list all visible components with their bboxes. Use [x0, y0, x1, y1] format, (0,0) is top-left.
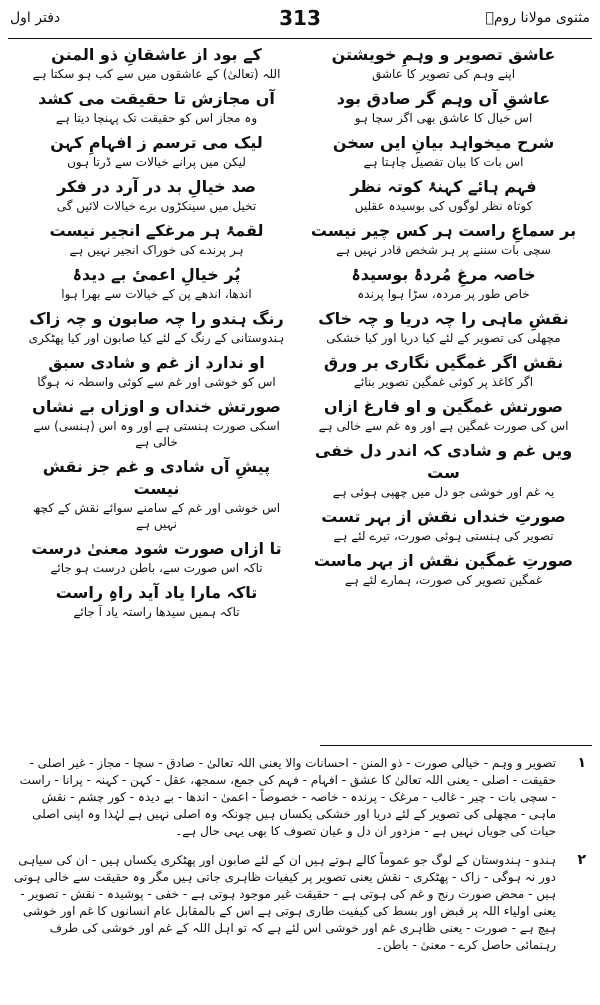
translation: اس بات کا بیان تفصیل چاہتا ہے [363, 155, 524, 169]
translation: تصویر کی ہنستی ہوئی صورت، تیرے لئے ہے [333, 529, 554, 543]
verse: آں مجازش تا حقیقت می کشد [38, 89, 275, 108]
translation: اسکی صورت ہنستی ہے اور وہ اس (ہنسی) سے خالی ہے [33, 419, 280, 449]
footnote-number: ۲ [577, 852, 586, 868]
footnotes [14, 755, 586, 966]
verse: صورتش غمگین و او فارغ ازاں [324, 397, 563, 416]
translation: غمگین تصویر کی صورت، ہمارے لئے ہے [344, 573, 543, 587]
translation: اگر کاغذ پر کوئی غمگین تصویر بنائے [353, 375, 534, 389]
verse: نقش اگر غمگیں نگاری بر ورق [323, 353, 564, 372]
footnote-text: تصویر و وہم - خیالی صورت - ذو المنن - احسانات والا یعنی اللہ تعالیٰ - صادق - سچا - مجاز - غیر اصلی - حقیقت - اصلی - یعنی اللہ تعالیٰ کا عشق - افہام - فہم کی جمع، سمجھ، عقل - کہن - کہنہ - پرانا - راست - سچی بات - چیر - غالب - مرغک - پرندہ - خاصہ - خصوصاً - اعمیٰ - اندھا - بے دیدہ - کور چشم - نقش ماہی - مچھلی کی تصویر کے لئے دریا اور خشکی یکساں ہیں چونکہ وہ اصلی نہیں ہے لہٰذا وہ اپنی اصلی حیات کی جویاں نہیں ہے - مزدور ان دل و عیان تصوف کا بھی یہی حال ہے۔ [19, 756, 556, 838]
verse: رنگ ہندو را چہ صابون و چہ زاک [29, 309, 284, 328]
translation: یہ غم اور خوشی جو دل میں چھپی ہوئی ہے [332, 485, 555, 499]
translation: اپنے وہم کی تصویر کا عاشق [371, 67, 516, 81]
verse: عاشقِ آں وہم گر صادق بود [336, 89, 551, 108]
translation: مچھلی کی تصویر کے لئے کیا دریا اور کیا خشکی [326, 331, 561, 345]
translation: تخیل میں سینکڑوں برے خیالات لائیں گی [56, 199, 257, 213]
translation: تاکہ ہمیں سیدھا راستہ یاد آ جائے [73, 605, 240, 619]
verse: صورتش خنداں و اوزاں بے نشاں [32, 397, 281, 416]
verse: خاصہ مرغِ مُردۂ بوسیدۂ [351, 265, 536, 284]
translation: اس کی صورت غمگین ہے اور وہ غم سے خالی ہے [318, 419, 569, 433]
verse: فہم ہائے کہنۂ کوتہ نظر [350, 177, 537, 196]
translation: لیکن میں پرانے خیالات سے ڈرتا ہوں [67, 155, 246, 169]
footnote-number: ۱ [577, 755, 586, 771]
page-header [0, 0, 600, 40]
verse: صد خیالِ بد در آرد در فکر [57, 177, 256, 196]
translation: تاکہ اس صورت سے، باطن درست ہو جائے [50, 561, 263, 575]
translation: اس کو خوشی اور غم سے کوئی واسطہ نہ ہوگا [37, 375, 276, 389]
left-column [20, 44, 293, 734]
verse: شرح میخواہد بیانِ ایں سخن [332, 133, 555, 152]
translation: ہندوستانی کے رنگ کے لئے کیا صابون اور کیا پھٹکری [28, 331, 285, 345]
verse: کے بود از عاشقانِ ذو المنن [51, 45, 262, 64]
translation: اس خیال کا عاشق بھی اگر سچا ہو [354, 111, 533, 125]
verse: نقشِ ماہی را چہ دریا و چہ خاک [318, 309, 569, 328]
verse: صورتِ غمگین نقش از بہر ماست [313, 551, 574, 570]
page-number: 313 [279, 6, 321, 30]
verse: تا ازاں صورت شود معنیٰ درست [31, 539, 282, 558]
verse-columns [20, 44, 580, 734]
footnote-text: ہندو - ہندوستان کے لوگ جو عموماً کالے ہوتے ہیں ان کے لئے صابون اور پھٹکری یکساں ہیں - ان کی سیاہی دور نہ ہوگی - زاک - پھٹکری - نقش یعنی تصویر پر کیفیات ظاہری جاتی ہیں مگر وہ حقیقت سے خالی ہوتی ہیں - محض صورت رنج و غم کی ہوتی ہے - حقیقت غیر موجود ہوتی ہے - خفی - پوشیدہ - نقش - تصویر - یعنی اولیاء اللہ پر قبض اور بسط کی کیفیت طاری ہوتی ہے اس کے بالمقابل عام انسانوں کا غم اور خوشی ہیچ ہے - صورت - یعنی ظاہری غم اور خوشی اس لئے ہے کہ تو اہل اللہ کے غم اور خوشی کی طرف رہنمائی حاصل کرے - معنیٰ - باطن۔ [14, 853, 556, 952]
verse: پیشِ آں شادی و غم جز نقش نیست [42, 457, 271, 498]
verse: پُر خیالِ اعمیٔ بے دیدۂ [72, 265, 241, 284]
book-title: مثنوی مولانا رومؒ [485, 10, 590, 26]
translation: خاص طور پر مردہ، سڑا ہوا پرندہ [357, 287, 530, 301]
footnote-rule [320, 745, 592, 746]
verse: تاکہ مارا یاد آید راہِ راست [55, 583, 258, 602]
verse: او ندارد از غم و شادی سبق [48, 353, 265, 372]
verse: عاشق تصویر و وہمِ خویشتن [331, 45, 556, 64]
verse: صورتِ خنداں نقش از بہر تست [321, 507, 566, 526]
translation: اندھا، اندھے پن کے خیالات سے بھرا ہوا [61, 287, 252, 301]
verse: ویں غم و شادی کہ اندر دل خفی ست [314, 441, 573, 482]
translation: وہ مجاز اس کو حقیقت تک پہنچا دیتا ہے [55, 111, 258, 125]
translation: اس خوشی اور غم کے سامنے سوائے نقش کے کچھ نہیں ہے [32, 501, 281, 531]
footnote [14, 755, 586, 840]
verse: لیک می ترسم ز افہامِ کہن [50, 133, 263, 152]
verse: بر سماعِ راست ہر کس چیر نیست [310, 221, 577, 240]
footnote [14, 852, 586, 954]
translation: سچی بات سننے پر ہر شخص قادر نہیں ہے [336, 243, 551, 257]
right-column [307, 44, 580, 734]
header-rule [8, 38, 592, 39]
translation: کوتاہ نظر لوگوں کی بوسیدہ عقلیں [354, 199, 533, 213]
volume-title: دفتر اول [10, 10, 61, 26]
verse: لقمۂ ہر مرغکے انجیر نیست [49, 221, 264, 240]
translation: ہر پرندے کی خوراک انجیر نہیں ہے [69, 243, 244, 257]
translation: اللہ (تعالیٰ) کے عاشقوں میں سے کب ہو سکتا ہے [32, 67, 281, 81]
